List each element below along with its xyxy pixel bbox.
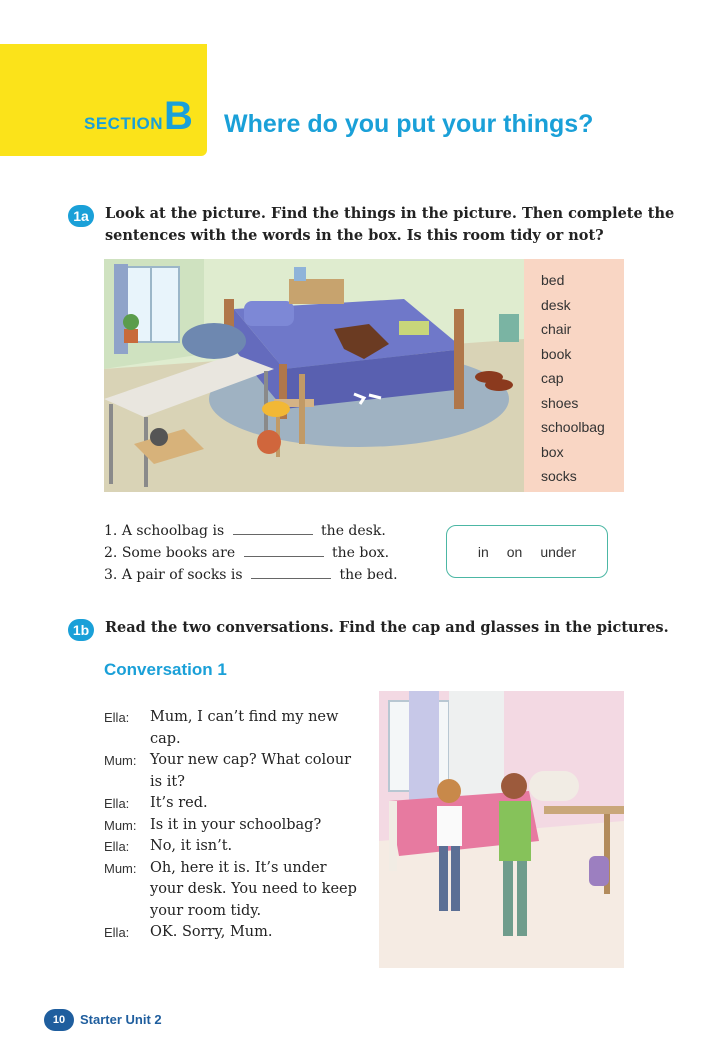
answer-blank[interactable] [244, 543, 324, 557]
instruction-1a-line2: sentences with the words in the box. Is this room tidy or not? [105, 227, 604, 244]
word-list-box [524, 259, 624, 492]
word-list-item: shoes [541, 394, 579, 411]
speaker-name: Mum: [104, 753, 137, 768]
exercise-badge-1b: 1b [68, 619, 94, 641]
unit-label: Starter Unit 2 [80, 1012, 162, 1027]
sentence-text: the box. [332, 545, 390, 561]
speaker-name: Ella: [104, 839, 130, 854]
word-list-item: cap [541, 370, 564, 386]
word-list-item: schoolbag [541, 419, 605, 435]
page-number: 10 [44, 1009, 74, 1031]
sentence-text: A pair of socks is [121, 567, 243, 583]
speaker-name: Ella: [104, 925, 130, 940]
dialog-text: OK. Sorry, Mum. [150, 924, 273, 940]
preposition-item: on [506, 543, 523, 560]
sentence-row [104, 564, 398, 586]
word-list-item: socks [541, 468, 577, 484]
exercise-badge-1a: 1a [68, 205, 94, 227]
instruction-1a-line1: Look at the picture. Find the things in the picture. Then complete the [105, 205, 675, 222]
dialog-text: Mum, I can’t find my new cap. [150, 709, 339, 747]
word-list-item: bed [541, 272, 565, 288]
sentence-text: the bed. [339, 567, 398, 583]
instruction-1a [105, 203, 674, 247]
conversation-illustration [379, 691, 624, 968]
answer-blank[interactable] [251, 565, 331, 579]
sentence-text: Some books are [121, 545, 236, 561]
dialog-text: Oh, here it is. It’s under your desk. You need to keep your room tidy. [150, 859, 357, 919]
sentence-number: 1. [104, 523, 118, 539]
fill-in-sentences [104, 520, 398, 586]
word-list-item: book [541, 345, 572, 362]
conversation-dialog [104, 707, 364, 944]
dialog-line [104, 815, 364, 837]
sentence-number: 2. [104, 545, 118, 561]
answer-blank[interactable] [233, 521, 313, 535]
instruction-1b: Read the two conversations. Find the cap and glasses in the pictures. [105, 619, 669, 636]
speaker-name: Mum: [104, 817, 137, 833]
speaker-name: Mum: [104, 860, 137, 876]
preposition-item: in [477, 543, 489, 560]
sentence-text: A schoolbag is [121, 523, 225, 539]
page-title: Where do you put your things? [224, 110, 594, 138]
dialog-line [104, 858, 364, 923]
preposition-box [446, 525, 608, 578]
section-letter: B [164, 94, 193, 138]
word-list-item: chair [541, 321, 572, 337]
sentence-row [104, 520, 398, 542]
bedroom-drawing [104, 259, 524, 492]
dialog-text: It’s red. [150, 795, 208, 811]
dialog-line [104, 922, 364, 944]
dialog-line [104, 793, 364, 815]
conversation-title: Conversation 1 [104, 660, 227, 679]
dialog-text: No, it isn’t. [150, 838, 233, 854]
sentence-number: 3. [104, 567, 118, 583]
dialog-text: Your new cap? What colour is it? [150, 752, 352, 790]
sentence-text: the desk. [321, 523, 386, 539]
word-list-item: desk [541, 296, 571, 313]
speaker-name: Ella: [104, 796, 130, 811]
section-label: SECTION [84, 114, 164, 133]
bedroom-illustration [104, 259, 524, 492]
mother-daughter-drawing [379, 691, 624, 968]
dialog-line [104, 836, 364, 858]
dialog-text: Is it in your schoolbag? [150, 816, 322, 833]
word-list-item: box [541, 443, 564, 460]
preposition-item: under [540, 543, 577, 560]
sentence-row [104, 542, 398, 564]
dialog-line [104, 750, 364, 793]
dialog-line [104, 707, 364, 750]
speaker-name: Ella: [104, 710, 130, 725]
